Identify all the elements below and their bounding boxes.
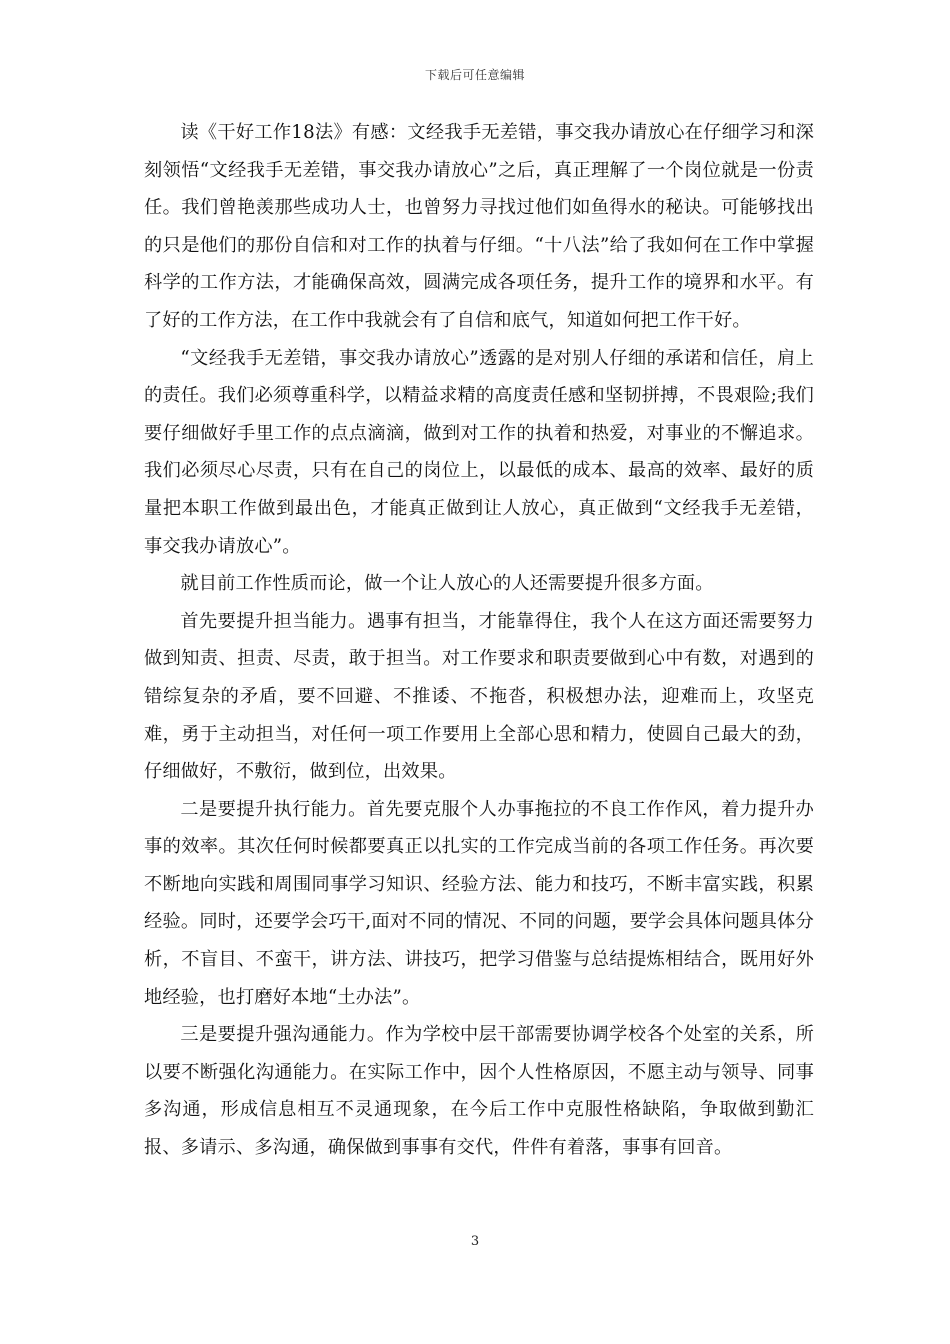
- paragraph-3: 就目前工作性质而论，做一个让人放心的人还需要提升很多方面。: [180, 573, 714, 595]
- paragraph-5: 二是要提升执行能力。首先要克服个人办事拖拉的不良工作作风，着力提升办事的效率。其次任何时候都要真正以扎实的工作完成当前的各项工作任务。再次要不断地向实践和周围同事学习知识、经验方法、能力和技巧，不断丰富实践，积累经验。同时，还要学会巧干,面对不同的情况、不同的问题，要学会具体问题具体分析，不盲目、不蛮干，讲方法、讲技巧，把学习借鉴与总结提炼相结合，既用好外地经验，也打磨好本地“土办法”。: [144, 798, 814, 1008]
- page-number: 3: [470, 1234, 480, 1249]
- paragraph-6: 三是要提升强沟通能力。作为学校中层干部需要协调学校各个处室的关系，所以要不断强化沟通能力。在实际工作中，因个人性格原因，不愿主动与领导、同事多沟通，形成信息相互不灵通现象，在今后工作中克服性格缺陷，争取做到勤汇报、多请示、多沟通，确保做到事事有交代，件件有着落，事事有回音。: [144, 1024, 814, 1159]
- paragraph-4: 首先要提升担当能力。遇事有担当，才能靠得住，我个人在这方面还需要努力做到知责、担责、尽责，敢于担当。对工作要求和职责要做到心中有数，对遇到的错综复杂的矛盾，要不回避、不推诿、不拖沓，积极想办法，迎难而上，攻坚克难，勇于主动担当，对任何一项工作要用上全部心思和精力，使圆自己最大的劲，仔细做好，不敷衍，做到位，出效果。: [144, 610, 814, 783]
- header-note: 下载后可任意编辑: [424, 68, 525, 82]
- paragraph-2: “文经我手无差错，事交我办请放心”透露的是对别人仔细的承诺和信任，肩上的责任。我们必须尊重科学，以精益求精的高度责任感和坚韧拼搏，不畏艰险;我们要仔细做好手里工作的点点滴滴，做到对工作的执着和热爱，对事业的不懈追求。我们必须尽心尽责，只有在自己的岗位上，以最低的成本、最高的效率、最好的质量把本职工作做到最出色，才能真正做到让人放心，真正做到“文经我手无差错，事交我办请放心”。: [144, 347, 814, 557]
- document-body: [144, 114, 814, 1167]
- paragraph-1: 读《干好工作18法》有感：文经我手无差错，事交我办请放心在仔细学习和深刻领悟“文经我手无差错，事交我办请放心”之后，真正理解了一个岗位就是一份责任。我们曾艳羡那些成功人士，也曾努力寻找过他们如鱼得水的秘诀。可能够找出的只是他们的那份自信和对工作的执着与仔细。“十八法”给了我如何在工作中掌握科学的工作方法，才能确保高效，圆满完成各项任务，提升工作的境界和水平。有了好的工作方法，在工作中我就会有了自信和底气，知道如何把工作干好。: [144, 122, 814, 331]
